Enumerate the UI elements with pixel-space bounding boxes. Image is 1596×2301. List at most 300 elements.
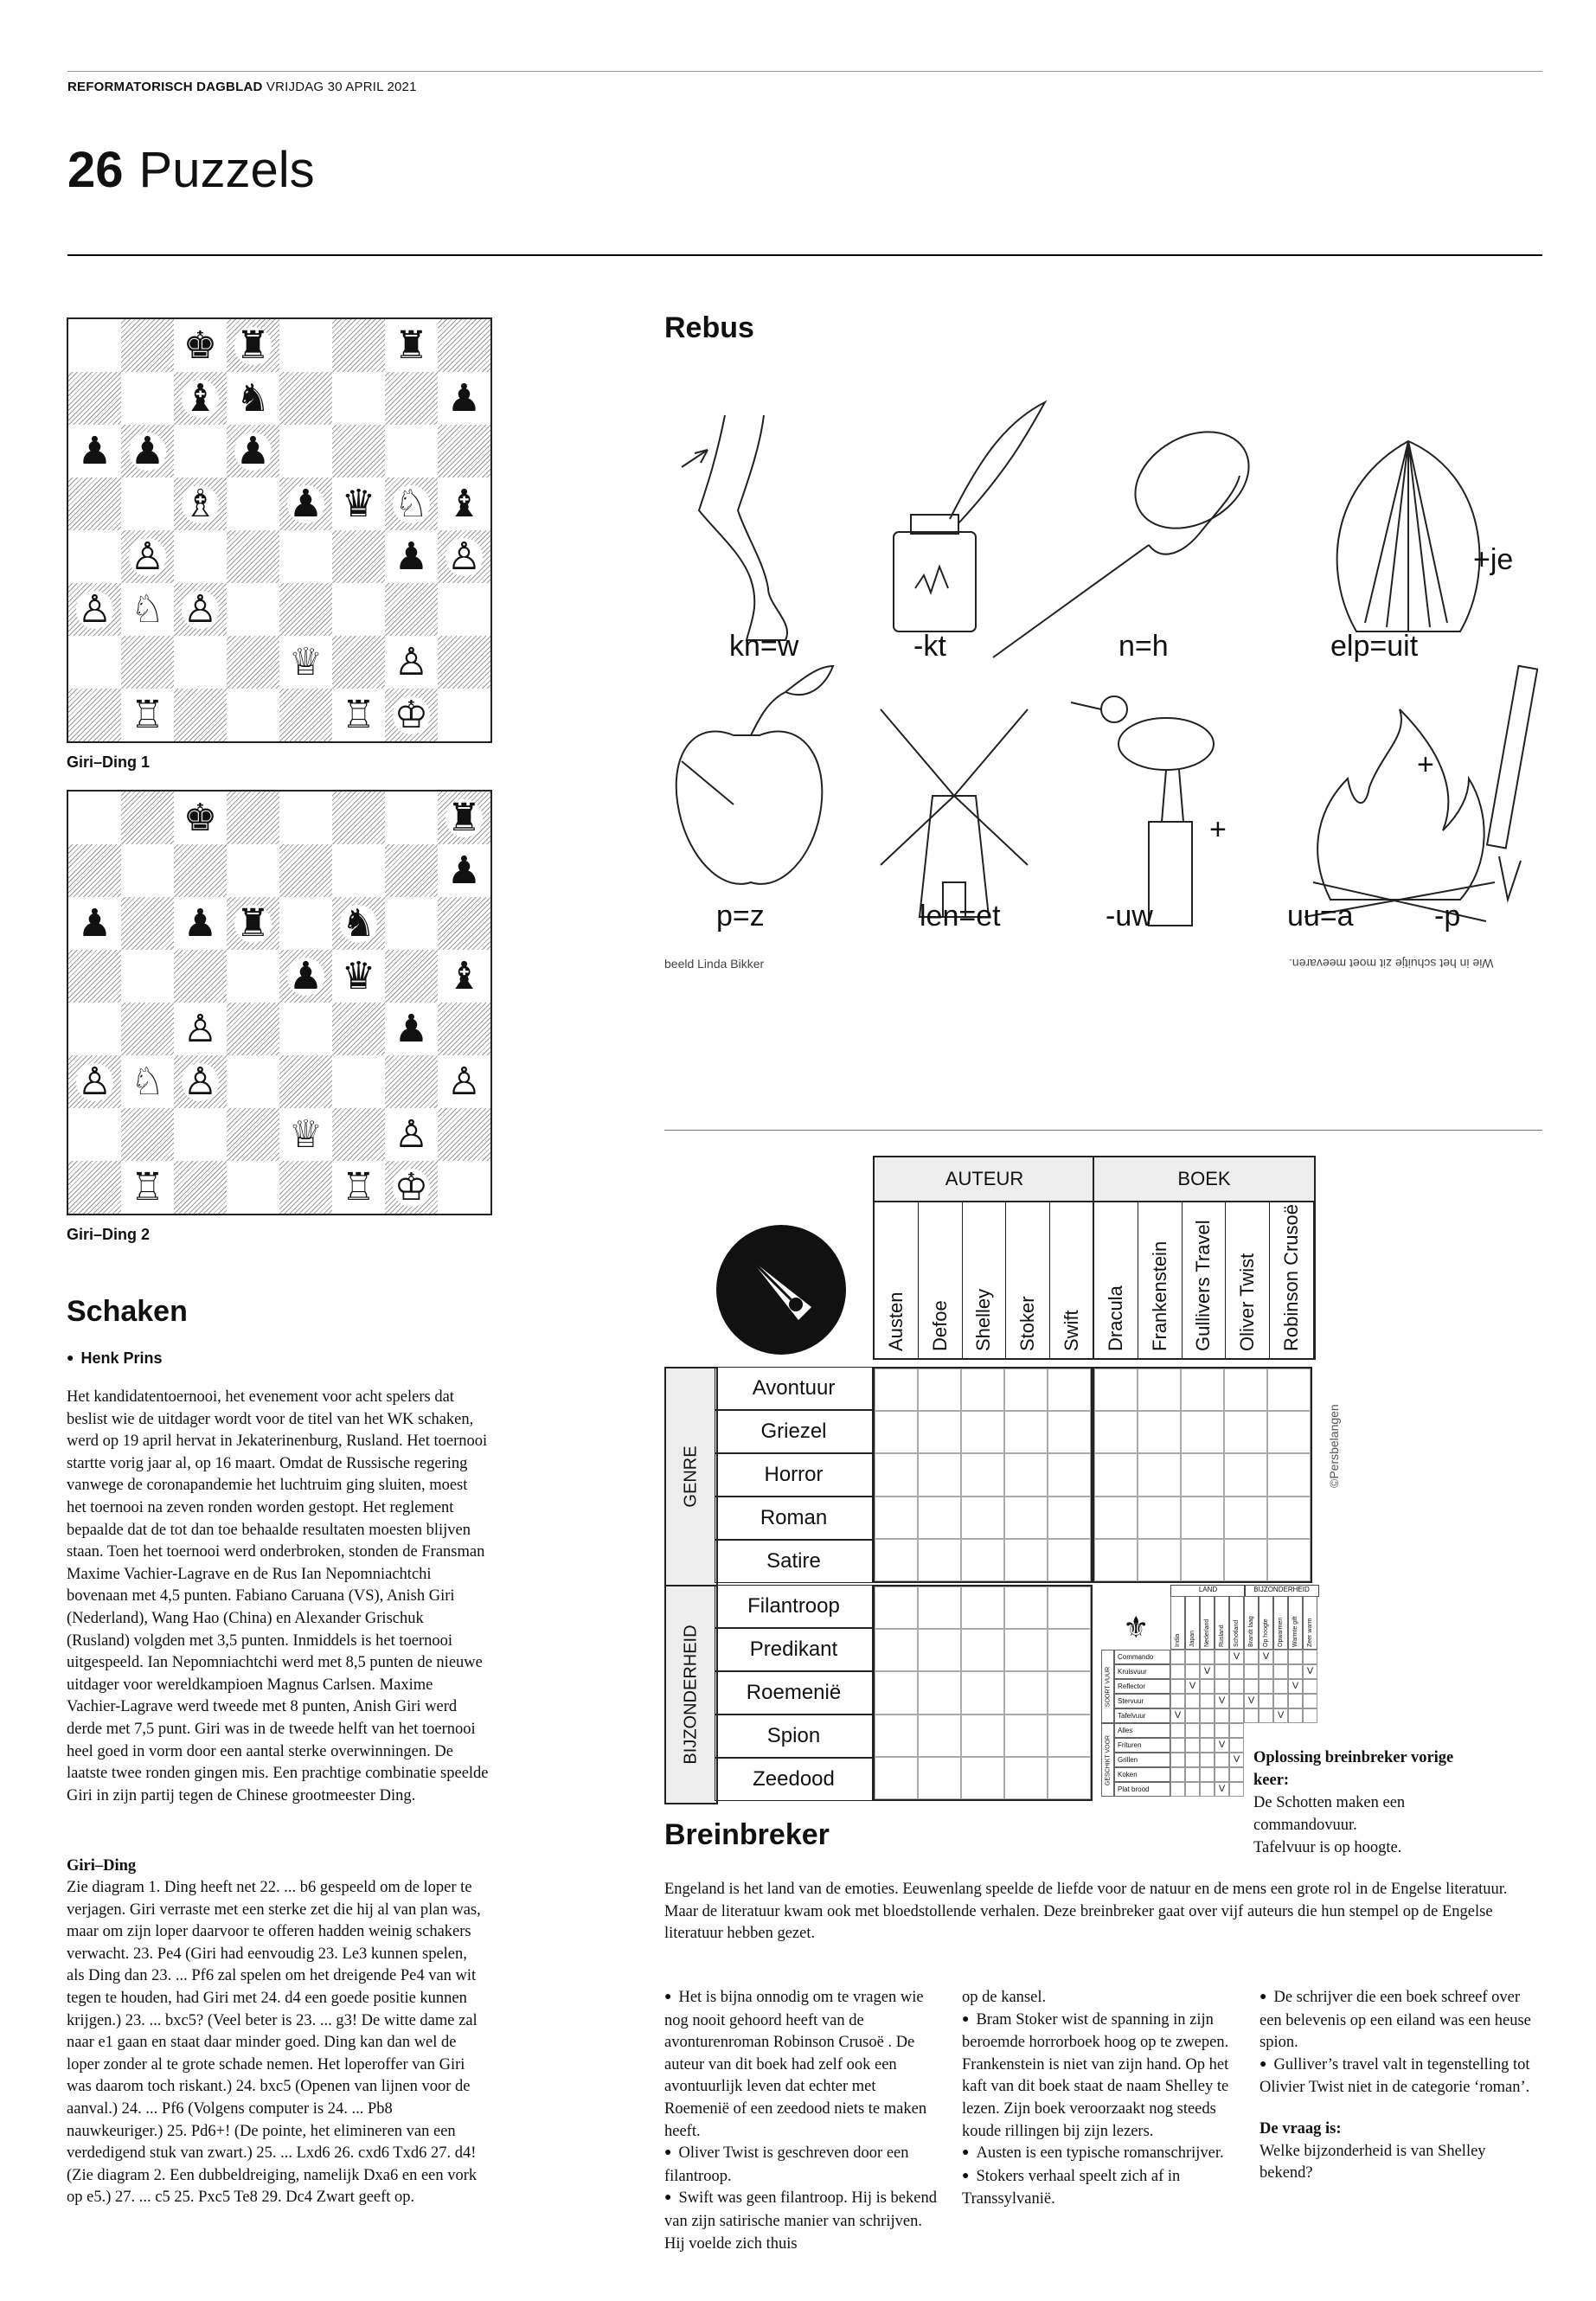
grid-cell[interactable]	[1267, 1497, 1311, 1539]
board-square	[174, 319, 227, 372]
board-square	[385, 792, 438, 844]
grid-cell[interactable]	[1048, 1715, 1091, 1757]
mini-cell	[1200, 1723, 1215, 1738]
solution-title: Oplossing breinbreker vorige keer:	[1253, 1749, 1454, 1789]
column-headers	[873, 1201, 1316, 1360]
chess-piece: ♙	[446, 1059, 482, 1104]
mini-row-label: Frituren	[1114, 1738, 1170, 1753]
clue-1: ● Het is bijna onnodig om te vragen wie nog nooit gehoord heeft van de avonturenroman Robinson Crusoë . De auteur van dit boek had zelf ook een avontuurlijk leven dat echter met Roemenië of een zeedood niets te maken heeft.	[664, 1987, 943, 2143]
grid-cell[interactable]	[1267, 1539, 1311, 1581]
board-square	[385, 844, 438, 897]
rebus-label-8: -uw	[1106, 900, 1153, 933]
grid-cell[interactable]	[1094, 1411, 1138, 1453]
mini-cell	[1185, 1679, 1200, 1694]
grid-cell[interactable]	[918, 1757, 961, 1799]
mini-cell	[1200, 1650, 1215, 1664]
grid-cell[interactable]	[1181, 1453, 1224, 1496]
board-square	[438, 425, 490, 478]
grid-cell[interactable]	[875, 1715, 918, 1757]
mini-cell	[1244, 1650, 1259, 1664]
chess-analysis: Zie diagram 1. Ding heeft net 22. ... b6 gespeeld om de loper te verjagen. Giri verraste met een sterke zet die hij al van plan was, maar om zijn loper daarvoor te offeren hadden weinig schakers verwacht. 23. Pe4 (Giri had eenvoudig 23. Le3 kunnen spelen, als Ding dan 23. ... Pf6 zal spelen om het dreigende Pe4 van wit tegen te houden, had Giri met 24. d4 een goede positie kunnen krijgen.) 23. ... bxc5? (Veel beter is 23. ... g3! De witte dame zal naar e1 gaan en staat daar minder goed. Ding kan dan wel de loper zonder al te grote schade nemen. Het loperoffer van Giri was daarom toch riskant.) 24. bxc5 (Openen van lijnen voor de aanval.) 24. ... Pf6 (Volgens computer is 24. ... Pb8 nauwkeuriger.) 25. Pd6+! (De pointe, het elimineren van een verdedigend stuk van zwart.) 25. ... Lxd6 26. cxd6 Txd6 27. d4! (Zie diagram 2. Een dubbeldreiging, namelijk Dxa6 en een vork op e5.) 27. ... c5 25. Pxc5 Te8 29. Dc4 Zwart geeft op.	[67, 1879, 481, 2207]
grid-cell[interactable]	[875, 1539, 918, 1581]
board-square	[279, 530, 332, 583]
leg-icon	[682, 415, 787, 640]
mini-cell	[1259, 1664, 1273, 1679]
chess-piece: ♛	[341, 953, 376, 998]
clues-column-2	[962, 1987, 1240, 2211]
chess-piece: ♜	[235, 323, 271, 368]
column-header-label: Defoe	[928, 1300, 951, 1351]
chess-piece: ♙	[394, 639, 429, 684]
mini-cell	[1303, 1664, 1317, 1679]
grid-block	[873, 1585, 1093, 1801]
chess-piece: ♖	[130, 1164, 165, 1209]
grid-cell[interactable]	[961, 1368, 1004, 1411]
grid-cell[interactable]	[1004, 1757, 1048, 1799]
grid-cell[interactable]	[918, 1411, 961, 1453]
board-square	[121, 1055, 174, 1108]
mini-column-label: Zeer warm	[1307, 1618, 1313, 1647]
board-square	[332, 636, 385, 689]
mini-column-label: Opwarmen	[1278, 1617, 1284, 1647]
grid-cell[interactable]	[875, 1368, 918, 1411]
grid-cell[interactable]	[918, 1497, 961, 1539]
column-header	[1183, 1202, 1227, 1358]
grid-cell[interactable]	[1138, 1453, 1181, 1496]
grid-cell[interactable]	[1267, 1368, 1311, 1411]
mini-column-label: Warmte gift	[1292, 1616, 1298, 1647]
clue-4: ● Bram Stoker wist de spanning in zijn beroemde horrorboek hoog op te zwepen. Frankenstein is niet van zijn hand. Op het kaft van dit boek staat de naam Shelley te lezen. Zijn boek veroorzaakt nog steeds koude rillingen bij zijn lezers.	[962, 2009, 1240, 2144]
row-header: Roman	[715, 1497, 873, 1540]
board-square	[332, 583, 385, 636]
grid-cell[interactable]	[1004, 1715, 1048, 1757]
grid-cell[interactable]	[1048, 1497, 1091, 1539]
grid-cell[interactable]	[1138, 1368, 1181, 1411]
grid-cell[interactable]	[1224, 1368, 1267, 1411]
mini-check: V	[1233, 1651, 1240, 1662]
mini-cell	[1185, 1767, 1200, 1782]
mini-cell	[1170, 1723, 1185, 1738]
board-square	[332, 1108, 385, 1161]
mini-cell	[1259, 1694, 1273, 1708]
column-header-label: Dracula	[1104, 1285, 1126, 1351]
grid-cell[interactable]	[1004, 1671, 1048, 1714]
shell-icon	[1337, 441, 1480, 631]
board-square	[68, 689, 121, 741]
column-header	[1226, 1202, 1270, 1358]
clue-6: ● Stokers verhaal speelt zich af in Transsylvanië.	[962, 2166, 1240, 2211]
mini-check: V	[1218, 1740, 1226, 1750]
board-square	[385, 425, 438, 478]
grid-cell[interactable]	[1048, 1586, 1091, 1629]
clue-3-continued: op de kansel.	[962, 1989, 1047, 2006]
grid-cell[interactable]	[918, 1539, 961, 1581]
grid-cell[interactable]	[1138, 1411, 1181, 1453]
mini-column-label: Brandt laag	[1248, 1616, 1254, 1647]
grid-cell[interactable]	[918, 1715, 961, 1757]
header-boek: BOEK	[1093, 1156, 1316, 1202]
grid-cell[interactable]	[1004, 1497, 1048, 1539]
board-square	[279, 478, 332, 530]
grid-cell[interactable]	[1181, 1411, 1224, 1453]
mini-cell	[1229, 1650, 1244, 1664]
grid-cell[interactable]	[961, 1539, 1004, 1581]
mini-header-bijzonderheid: BIJZONDERHEID	[1244, 1585, 1319, 1597]
mini-cell	[1170, 1664, 1185, 1679]
chess-piece: ♝	[183, 375, 218, 420]
chess-piece: ♗	[183, 481, 218, 526]
bijzonderheid-label: BIJZONDERHEID	[681, 1625, 701, 1765]
grid-cell[interactable]	[1181, 1368, 1224, 1411]
column-header	[1050, 1202, 1094, 1358]
board-square	[174, 844, 227, 897]
mini-column-label: Op hoogte	[1263, 1618, 1269, 1647]
grid-cell[interactable]	[875, 1411, 918, 1453]
grid-cell[interactable]	[918, 1671, 961, 1714]
grid-cell[interactable]	[1181, 1539, 1224, 1581]
rebus-label-10: uu=a	[1287, 900, 1354, 933]
section-name: Puzzels	[138, 142, 315, 198]
mini-cell	[1200, 1782, 1215, 1797]
rebus-answer: Wie in het schuitje zit moet meevaren.	[1289, 957, 1494, 971]
board-square	[227, 950, 279, 1003]
mini-column-label: Schotland	[1234, 1619, 1240, 1647]
board-square	[385, 319, 438, 372]
chess-author: ● Henk Prins	[67, 1349, 163, 1368]
board-square	[438, 319, 490, 372]
mini-row-label: Kruisvuur	[1114, 1664, 1170, 1679]
grid-cell[interactable]	[1004, 1411, 1048, 1453]
mini-cell	[1185, 1650, 1200, 1664]
mini-row-label: Alles	[1114, 1723, 1170, 1738]
paper-name: REFORMATORISCH DAGBLAD	[67, 80, 263, 94]
board-square	[174, 950, 227, 1003]
mini-cell	[1185, 1723, 1200, 1738]
chess-piece: ♙	[130, 534, 165, 579]
grid-cell[interactable]	[1048, 1757, 1091, 1799]
grid-cell[interactable]	[1094, 1453, 1138, 1496]
chess-piece: ♙	[77, 586, 112, 631]
mini-cell	[1273, 1650, 1288, 1664]
clues-column-1	[664, 1987, 943, 2255]
pen-icon	[1487, 666, 1537, 900]
mini-cell	[1200, 1679, 1215, 1694]
mini-cell	[1229, 1723, 1244, 1738]
grid-cell[interactable]	[918, 1453, 961, 1496]
grid-cell[interactable]	[1048, 1539, 1091, 1581]
board-square	[68, 319, 121, 372]
board-square	[174, 636, 227, 689]
grid-cell[interactable]	[961, 1757, 1004, 1799]
chess-piece: ♜	[235, 901, 271, 945]
grid-cell[interactable]	[1138, 1497, 1181, 1539]
board-square	[279, 1108, 332, 1161]
board-square	[279, 636, 332, 689]
chess-piece: ♔	[394, 692, 429, 737]
chess-piece: ♖	[130, 692, 165, 737]
mini-cell	[1215, 1767, 1229, 1782]
board-square	[438, 1161, 490, 1214]
grid-cell[interactable]	[961, 1497, 1004, 1539]
mini-column	[1273, 1596, 1288, 1650]
mini-cell	[1170, 1650, 1185, 1664]
mini-cell	[1215, 1782, 1229, 1797]
grid-cell[interactable]	[918, 1368, 961, 1411]
chess-piece: ♟	[183, 901, 218, 945]
mini-cell	[1185, 1782, 1200, 1797]
mini-cell	[1273, 1694, 1288, 1708]
board-square	[227, 844, 279, 897]
page-title	[67, 142, 315, 198]
grid-cell[interactable]	[1224, 1411, 1267, 1453]
board-square	[121, 897, 174, 950]
mini-cell	[1244, 1708, 1259, 1723]
board-square	[68, 530, 121, 583]
question-text: Welke bijzonderheid is van Shelley bekend?	[1259, 2142, 1486, 2182]
board-square	[174, 1055, 227, 1108]
mini-side-label: SOORT VUUR	[1105, 1666, 1111, 1707]
column-header-label: Shelley	[972, 1288, 995, 1351]
grid-cell[interactable]	[875, 1453, 918, 1496]
mini-cell	[1185, 1753, 1200, 1767]
board-square	[121, 372, 174, 425]
grid-cell[interactable]	[1048, 1453, 1091, 1496]
grid-cell[interactable]	[875, 1497, 918, 1539]
mini-column	[1303, 1596, 1317, 1650]
genre-label: GENRE	[681, 1445, 701, 1508]
mini-row-label: Grillen	[1114, 1753, 1170, 1767]
genre-label-box	[664, 1367, 718, 1586]
mini-cell	[1170, 1767, 1185, 1782]
grid-cell[interactable]	[1224, 1497, 1267, 1539]
mini-column	[1215, 1596, 1229, 1650]
grid-cell[interactable]	[918, 1586, 961, 1629]
mini-check: V	[1262, 1651, 1270, 1662]
grid-cell[interactable]	[875, 1586, 918, 1629]
board-square	[227, 583, 279, 636]
mini-column	[1200, 1596, 1215, 1650]
board-square	[279, 1003, 332, 1055]
mini-cell	[1215, 1679, 1229, 1694]
mini-cell	[1200, 1738, 1215, 1753]
mini-cell	[1185, 1738, 1200, 1753]
board-square	[174, 1161, 227, 1214]
grid-cell[interactable]	[1094, 1368, 1138, 1411]
column-header-label: Frankenstein	[1148, 1240, 1170, 1351]
rebus-credit: beeld Linda Bikker	[664, 957, 765, 971]
board-square	[121, 636, 174, 689]
mini-cell	[1244, 1694, 1259, 1708]
grid-cell[interactable]	[961, 1715, 1004, 1757]
chess-piece: ♟	[130, 428, 165, 473]
mini-cell	[1303, 1650, 1317, 1664]
board-square	[279, 950, 332, 1003]
board-square	[121, 689, 174, 741]
chess-piece: ♟	[77, 901, 112, 945]
mini-cell	[1215, 1694, 1229, 1708]
board-square	[438, 583, 490, 636]
fleur-de-lis-icon: ⚜	[1123, 1611, 1150, 1645]
board-square	[121, 478, 174, 530]
board-square	[174, 372, 227, 425]
board-square	[385, 530, 438, 583]
mini-cell	[1229, 1738, 1244, 1753]
board-square	[174, 1108, 227, 1161]
mini-cell	[1170, 1679, 1185, 1694]
board-square	[227, 530, 279, 583]
board-square	[279, 319, 332, 372]
mini-cell	[1229, 1782, 1244, 1797]
board-square	[279, 844, 332, 897]
grid-cell[interactable]	[961, 1586, 1004, 1629]
rebus-drawings	[664, 381, 1538, 952]
chess-piece: ♘	[130, 1059, 165, 1104]
grid-cell[interactable]	[1048, 1629, 1091, 1671]
grid-cell[interactable]	[961, 1671, 1004, 1714]
board-square	[121, 425, 174, 478]
board-square	[68, 897, 121, 950]
grid-cell[interactable]	[1004, 1586, 1048, 1629]
column-header-label: Stoker	[1016, 1296, 1039, 1351]
board-square	[174, 1003, 227, 1055]
board-square	[438, 844, 490, 897]
mini-cell	[1229, 1694, 1244, 1708]
chess-piece: ♕	[288, 639, 324, 684]
rebus-label-2: -kt	[913, 630, 946, 663]
grid-cell[interactable]	[1094, 1497, 1138, 1539]
chess-piece: ♝	[446, 481, 482, 526]
grid-cell[interactable]	[1094, 1539, 1138, 1581]
mini-cell	[1288, 1664, 1303, 1679]
board-square	[385, 583, 438, 636]
chess-piece: ♙	[394, 1112, 429, 1157]
logic-credit: ©Persbelangen	[1327, 1404, 1341, 1488]
mini-header-land: LAND	[1170, 1585, 1246, 1597]
grid-cell[interactable]	[1004, 1368, 1048, 1411]
board-square	[279, 1161, 332, 1214]
mini-cell	[1273, 1679, 1288, 1694]
mini-check: V	[1292, 1681, 1299, 1691]
chess-piece: ♙	[183, 586, 218, 631]
board-square	[438, 372, 490, 425]
mini-cell	[1200, 1694, 1215, 1708]
rebus-label-12: -p	[1434, 900, 1461, 933]
grid-cell[interactable]	[1048, 1411, 1091, 1453]
grid-cell[interactable]	[1048, 1671, 1091, 1714]
grid-cell[interactable]	[1004, 1453, 1048, 1496]
grid-cell[interactable]	[1267, 1411, 1311, 1453]
board-square	[279, 1055, 332, 1108]
row-header: Roemenië	[715, 1671, 873, 1715]
grid-cell[interactable]	[961, 1411, 1004, 1453]
solution-line-2: Tafelvuur is op hoogte.	[1253, 1839, 1402, 1856]
grid-cell[interactable]	[1224, 1539, 1267, 1581]
board-square	[385, 1003, 438, 1055]
board-square	[332, 478, 385, 530]
board-square	[68, 1108, 121, 1161]
row-header: Horror	[715, 1453, 873, 1497]
mini-row-label: Tafelvuur	[1114, 1708, 1170, 1723]
column-header-label: Gullivers Travel	[1192, 1220, 1215, 1351]
board-square	[121, 844, 174, 897]
mini-cell	[1273, 1708, 1288, 1723]
board-square	[332, 530, 385, 583]
mini-column-label: Japan	[1189, 1630, 1195, 1647]
column-header	[963, 1202, 1007, 1358]
mini-cell	[1170, 1694, 1185, 1708]
grid-cell[interactable]	[875, 1757, 918, 1799]
grid-cell[interactable]	[875, 1629, 918, 1671]
chess-piece: ♕	[288, 1112, 324, 1157]
header-rule	[67, 254, 1542, 256]
breinbreker-title: Breinbreker	[664, 1818, 830, 1851]
board-square	[332, 950, 385, 1003]
mini-column	[1185, 1596, 1200, 1650]
board-square	[332, 1003, 385, 1055]
chess-piece: ♟	[288, 953, 324, 998]
board-square	[227, 425, 279, 478]
grid-cell[interactable]	[961, 1629, 1004, 1671]
logic-puzzle	[664, 1156, 1322, 1813]
chess-piece: ♙	[183, 1006, 218, 1051]
grid-cell[interactable]	[1224, 1453, 1267, 1496]
board-square	[438, 1003, 490, 1055]
board-square	[227, 792, 279, 844]
board-square	[174, 792, 227, 844]
issue-date: VRIJDAG 30 APRIL 2021	[266, 80, 417, 94]
mini-cell	[1273, 1664, 1288, 1679]
mini-cell	[1259, 1708, 1273, 1723]
mini-check: V	[1218, 1784, 1226, 1794]
board-square	[68, 1003, 121, 1055]
grid-cell[interactable]	[1267, 1453, 1311, 1496]
mini-cell	[1229, 1708, 1244, 1723]
mini-check: V	[1203, 1666, 1211, 1676]
grid-cell[interactable]	[1048, 1368, 1091, 1411]
grid-cell[interactable]	[961, 1453, 1004, 1496]
grid-cell[interactable]	[1004, 1539, 1048, 1581]
row-header: Zeedood	[715, 1758, 873, 1801]
row-headers	[715, 1367, 873, 1801]
grid-cell[interactable]	[1181, 1497, 1224, 1539]
board-square	[385, 950, 438, 1003]
column-header-label: Swift	[1060, 1310, 1082, 1351]
row-header: Filantroop	[715, 1585, 873, 1628]
grid-cell[interactable]	[875, 1671, 918, 1714]
column-header-label: Austen	[884, 1292, 907, 1351]
board-square	[227, 1108, 279, 1161]
board-square	[385, 1161, 438, 1214]
board-square	[174, 689, 227, 741]
board-square	[68, 425, 121, 478]
mini-cell	[1170, 1738, 1185, 1753]
board-square	[279, 689, 332, 741]
board-square	[121, 530, 174, 583]
mini-cell	[1288, 1650, 1303, 1664]
board-square	[227, 636, 279, 689]
rebus-puzzle	[664, 381, 1538, 952]
clue-2: ● Oliver Twist is geschreven door een filantroop.	[664, 2143, 943, 2188]
grid-cell[interactable]	[918, 1629, 961, 1671]
grid-cell[interactable]	[1004, 1629, 1048, 1671]
board-square	[438, 530, 490, 583]
pen-nib-logo	[716, 1225, 846, 1355]
mini-column-label: Rusland	[1219, 1625, 1225, 1647]
mini-cell	[1185, 1694, 1200, 1708]
mini-column	[1229, 1596, 1244, 1650]
grid-cell[interactable]	[1138, 1539, 1181, 1581]
mini-cell	[1215, 1723, 1229, 1738]
